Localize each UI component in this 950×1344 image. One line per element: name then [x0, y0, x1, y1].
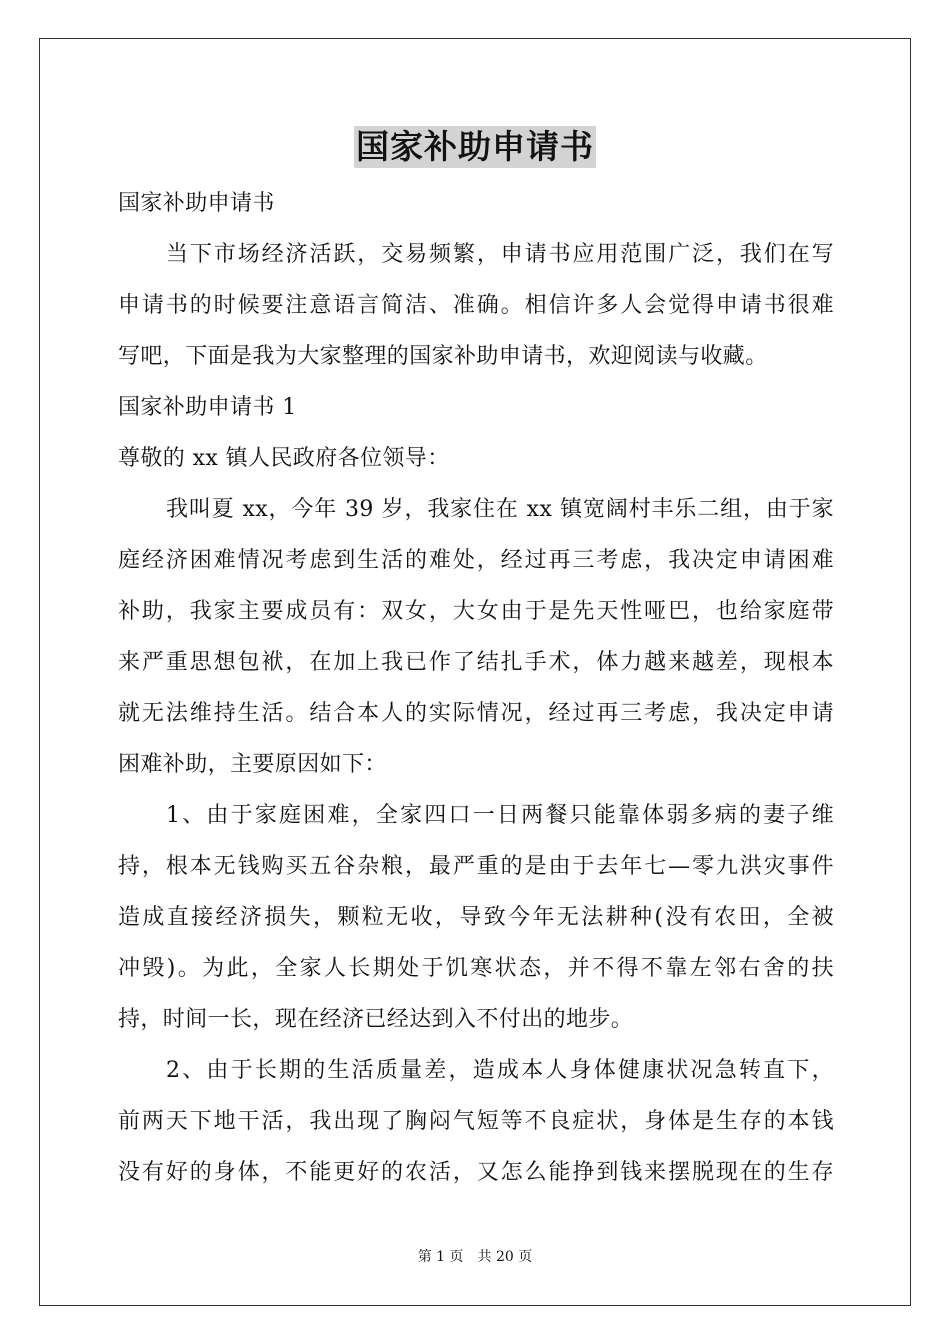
paragraph-line: 庭经济困难情况考虑到生活的难处，经过再三考虑，我决定申请困难: [118, 548, 834, 573]
paragraph-line: 当下市场经济活跃，交易频繁，申请书应用范围广泛，我们在写: [166, 242, 834, 267]
paragraph-line: 困难补助，主要原因如下：: [118, 752, 387, 777]
page-number-footer: 第 1 页 共 20 页: [417, 1249, 533, 1265]
paragraph-line: 申请书的时候要注意语言简洁、准确。相信许多人会觉得申请书很难: [118, 293, 834, 318]
paragraph-line: 来严重思想包袱，在加上我已作了结扎手术，体力越来越差，现根本: [118, 650, 834, 675]
document-title: 国家补助申请书: [356, 127, 594, 166]
paragraph-line: 写吧，下面是我为大家整理的国家补助申请书，欢迎阅读与收藏。: [118, 344, 768, 369]
subtitle-line: 国家补助申请书: [118, 191, 275, 216]
paragraph-line: 补助，我家主要成员有：双女，大女由于是先天性哑巴，也给家庭带: [118, 599, 834, 624]
paragraph-line: 前两天下地干活，我出现了胸闷气短等不良症状，身体是生存的本钱: [118, 1109, 834, 1134]
paragraph-line: 造成直接经济损失，颗粒无收，导致今年无法耕种(没有农田，全被: [118, 905, 834, 930]
document-body: [118, 178, 834, 1198]
paragraph-line: 2、由于长期的生活质量差，造成本人身体健康状况急转直下，: [166, 1058, 834, 1083]
paragraph-line: 持，根本无钱购买五谷杂粮，最严重的是由于去年七—零九洪灾事件: [118, 854, 834, 879]
salutation-line: 尊敬的 xx 镇人民政府各位领导：: [118, 446, 450, 471]
paragraph-line: 没有好的身体，不能更好的农活，又怎么能挣到钱来摆脱现在的生存: [118, 1160, 834, 1185]
paragraph-line: 1、由于家庭困难，全家四口一日两餐只能靠体弱多病的妻子维: [166, 803, 834, 828]
title-container: [0, 126, 950, 168]
section-heading: 国家补助申请书 1: [118, 395, 297, 420]
paragraph-line: 冲毁)。为此，全家人长期处于饥寒状态，并不得不靠左邻右舍的扶: [118, 956, 834, 981]
paragraph-line: 就无法维持生活。结合本人的实际情况，经过再三考虑，我决定申请: [118, 701, 834, 726]
paragraph-line: 我叫夏 xx，今年 39 岁，我家住在 xx 镇宽阔村丰乐二组，由于家: [166, 497, 834, 522]
paragraph-line: 持，时间一长，现在经济已经达到入不付出的地步。: [118, 1007, 634, 1032]
